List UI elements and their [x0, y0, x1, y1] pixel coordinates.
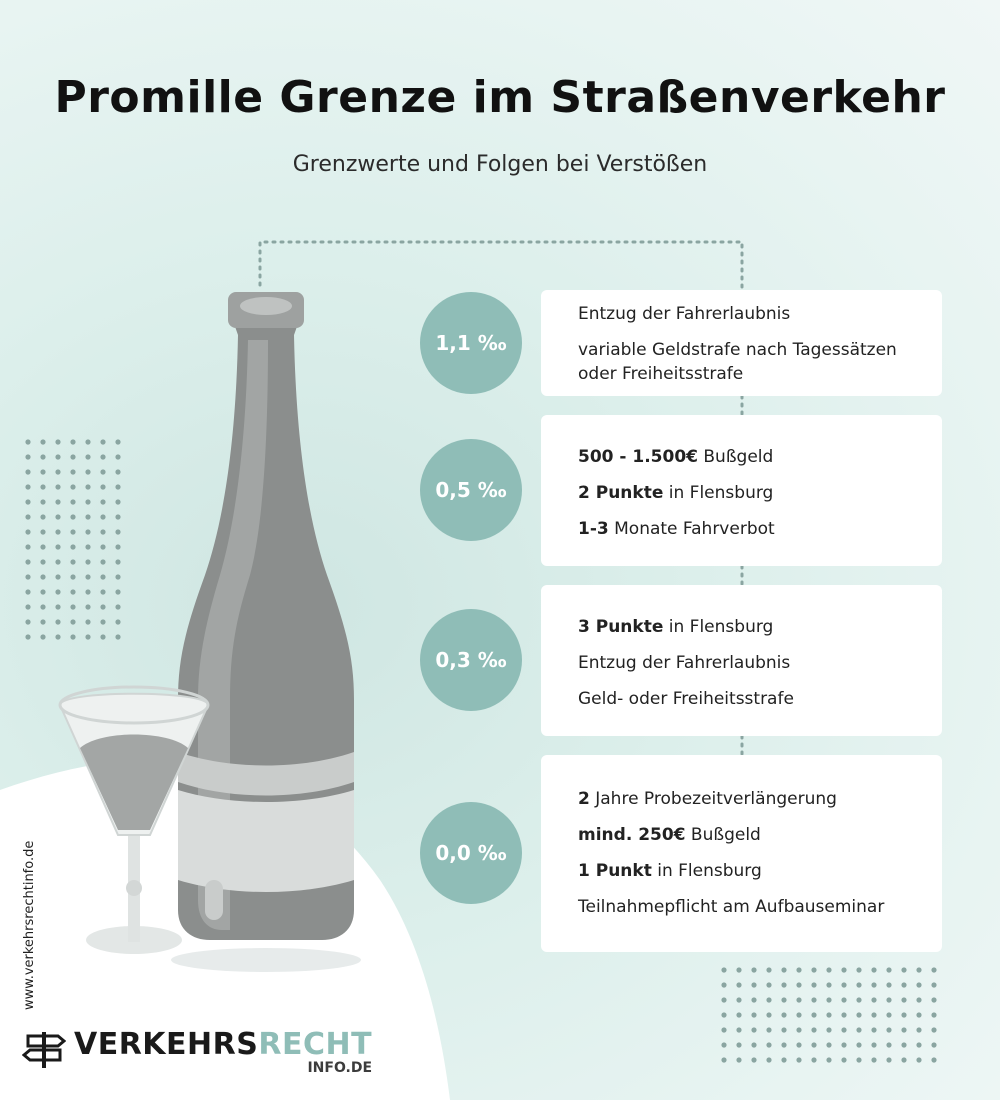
consequence-line: 2 Jahre Probezeitverlängerung: [578, 789, 837, 809]
bottle-illustration: [171, 292, 361, 972]
consequence-line: mind. 250€ Bußgeld: [578, 825, 761, 845]
consequence-line: Teilnahmepflicht am Aufbauseminar: [578, 897, 885, 917]
consequence-card: [541, 290, 942, 396]
consequence-line: Entzug der Fahrerlaubnis: [578, 304, 791, 324]
consequence-line: 3 Punkte in Flensburg: [578, 617, 774, 637]
page-subtitle: Grenzwerte und Folgen bei Verstößen: [292, 152, 708, 177]
brand-logo: [22, 1028, 372, 1076]
consequence-card: [541, 585, 942, 736]
consequence-line: variable Geldstrafe nach Tagessätzen oder Freiheitsstrafe: [578, 340, 897, 384]
page-title: Promille Grenze im Straßenverkehr: [54, 72, 946, 123]
level-badge: 0,5 ‰: [420, 439, 522, 541]
level-badge: 1,1 ‰: [420, 292, 522, 394]
logo-subtext: INFO.DE: [307, 1060, 373, 1076]
consequence-line: Geld- oder Freiheitsstrafe: [578, 689, 794, 709]
logo-wordmark: VERKEHRSRECHT: [74, 1027, 373, 1062]
level-row-0-5: [420, 415, 942, 566]
level-row-1-1: [420, 290, 942, 396]
consequence-card: [541, 755, 942, 952]
consequence-line: 1-3 Monate Fahrverbot: [578, 519, 775, 539]
level-row-0-0: [420, 755, 942, 952]
consequence-line: 2 Punkte in Flensburg: [578, 483, 774, 503]
consequence-line: 500 - 1.500€ Bußgeld: [578, 447, 774, 467]
level-badge: 0,0 ‰: [420, 802, 522, 904]
level-badge: 0,3 ‰: [420, 609, 522, 711]
consequence-line: Entzug der Fahrerlaubnis: [578, 653, 791, 673]
website-url: www.verkehrsrechtinfo.de: [22, 840, 37, 1010]
dot-pattern-left: [25, 439, 120, 639]
consequence-line: 1 Punkt in Flensburg: [578, 861, 762, 881]
consequence-card: [541, 415, 942, 566]
level-row-0-3: [420, 585, 942, 736]
dot-pattern-right: [721, 967, 936, 1062]
signpost-icon: [22, 1028, 66, 1068]
